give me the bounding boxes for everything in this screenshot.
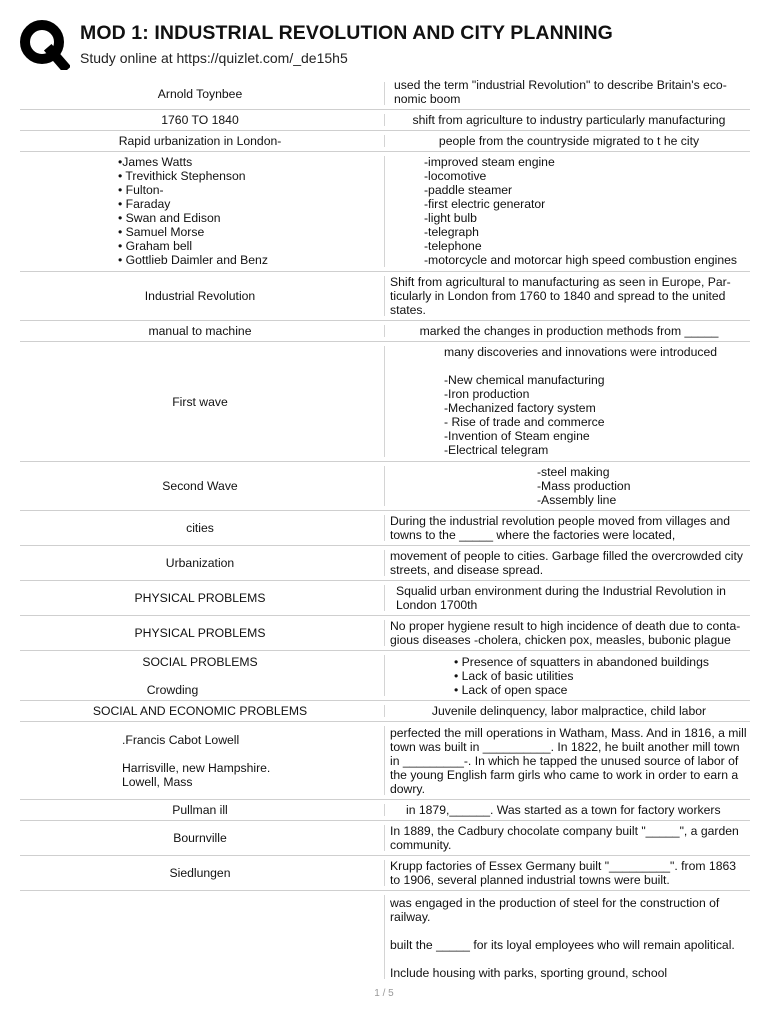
flashcard-row [20,616,750,651]
card-definition: Juvenile delinquency, labor malpractice, child labor [431,704,707,718]
flashcard-row [20,511,750,546]
column-divider [384,325,385,337]
flashcard-row [20,152,750,272]
column-divider [384,346,385,457]
column-divider [384,515,385,541]
column-divider [384,276,385,316]
column-divider [384,860,385,886]
card-term: Second Wave [162,479,238,493]
column-divider [384,705,385,717]
card-definition: people from the countryside migrated to t he city [438,134,700,148]
card-term: .Francis Cabot Lowell Harrisville, new Hampshire. Lowell, Mass [122,732,271,789]
flashcard-row [20,581,750,616]
column-divider [384,726,385,795]
flashcard-list [20,78,750,983]
card-term: Rapid urbanization in London- [118,134,282,148]
card-term: SOCIAL PROBLEMS [142,655,258,669]
card-definition: used the term "industrial Revolution" to describe Britain's eco- nomic boom [394,78,727,106]
card-definition: many discoveries and innovations were introduced -New chemical manufacturing -Iron production -Mechanized factory system - Rise of trade and commerce -Invention of Steam engine -Electrical telegram [444,345,718,457]
flashcard-row [20,110,750,131]
study-link[interactable]: Study online at https://quizlet.com/_de15h5 [80,50,348,66]
card-definition: Shift from agricultural to manufacturing as seen in Europe, Par- ticularly in London from 1760 to 1840 and spread to the united states. [390,275,731,317]
flashcard-row [20,342,750,462]
column-divider [384,620,385,646]
card-term: 1760 TO 1840 [161,113,239,127]
card-term-pair [20,651,380,700]
flashcard-row [20,131,750,152]
card-definition: shift from agriculture to industry particularly manufacturing [412,113,726,127]
column-divider [384,156,385,267]
page-title: MOD 1: INDUSTRIAL REVOLUTION AND CITY PLANNING [80,22,613,44]
card-term: •James Watts • Trevithick Stephenson • Fulton- • Faraday • Swan and Edison • Samuel Morse • Graham bell • Gottlieb Daimler and Benz [118,155,268,267]
card-definition: was engaged in the production of steel for the construction of railway. built the _____ for its loyal employees who will remain apolitical. Include housing with parks, sporting ground, school [390,896,735,980]
card-definition: Krupp factories of Essex Germany built "_________". from 1863 to 1906, several planned industrial towns were built. [390,859,737,887]
card-term: Arnold Toynbee [157,86,243,101]
card-definition: -improved steam engine -locomotive -paddle steamer -first electric generator -light bulb -telegraph -telephone -motorcycle and motorcar high speed combustion engines [424,155,737,267]
flashcard-row [20,891,750,983]
column-divider [384,825,385,851]
card-term: cities [186,521,214,535]
card-term: PHYSICAL PROBLEMS [134,626,266,640]
column-divider [384,804,385,816]
flashcard-row [20,800,750,821]
card-definition: During the industrial revolution people moved from villages and towns to the _____ where the factories were located, [390,514,731,542]
flashcard-row [20,462,750,511]
card-definition: Squalid urban environment during the Industrial Revolution in London 1700th [396,584,726,612]
page-number: 1 / 5 [374,988,394,999]
card-definition: -steel making -Mass production -Assembly line [537,465,631,507]
card-definition: marked the changes in production methods from _____ [419,324,719,338]
card-term [20,891,380,983]
card-term: Urbanization [165,556,235,570]
card-term: Pullman ill [172,803,228,817]
flashcard-row [20,821,750,856]
column-divider [384,550,385,576]
column-divider [384,135,385,147]
flashcard-row [20,321,750,342]
card-definition: No proper hygiene result to high incidence of death due to conta- gious diseases -cholera, chicken pox, measles, bubonic plague [390,619,741,647]
card-term: SOCIAL AND ECONOMIC PROBLEMS [92,704,308,718]
quizlet-q-logo-icon[interactable] [18,18,70,70]
card-definition: in 1879,______. Was started as a town for factory workers [406,803,721,817]
card-definition: movement of people to cities. Garbage filled the overcrowded city streets, and disease spread. [390,549,743,577]
flashcard-row [20,272,750,321]
card-term: Bournville [173,831,227,845]
card-definition: perfected the mill operations in Watham, Mass. And in 1816, a mill town was built in __________. In 1822, he built another mill town in _________-. In which he tapped the unused source of labor of the young English farm girls who came to work in order to earn a dowry. [390,726,747,796]
card-term: First wave [172,394,228,409]
card-term: PHYSICAL PROBLEMS [134,591,266,605]
flashcard-row [20,546,750,581]
column-divider [384,895,385,979]
column-divider [384,82,385,105]
column-divider [384,655,385,696]
column-divider [384,466,385,506]
card-definition: In 1889, the Cadbury chocolate company built "_____", a garden community. [390,824,739,852]
flashcard-row [20,78,750,110]
page-header [18,16,758,76]
card-definition: • Presence of squatters in abandoned buildings • Lack of basic utilities • Lack of open space [454,655,709,697]
card-term: Crowding [146,683,199,697]
flashcard-row [20,856,750,891]
card-term: Industrial Revolution [144,289,256,303]
flashcard-row [20,701,750,722]
card-term: Siedlungen [169,866,231,880]
flashcard-row [20,722,750,800]
flashcard-row [20,651,750,701]
column-divider [384,585,385,611]
card-term: manual to machine [148,324,252,338]
column-divider [384,114,385,126]
